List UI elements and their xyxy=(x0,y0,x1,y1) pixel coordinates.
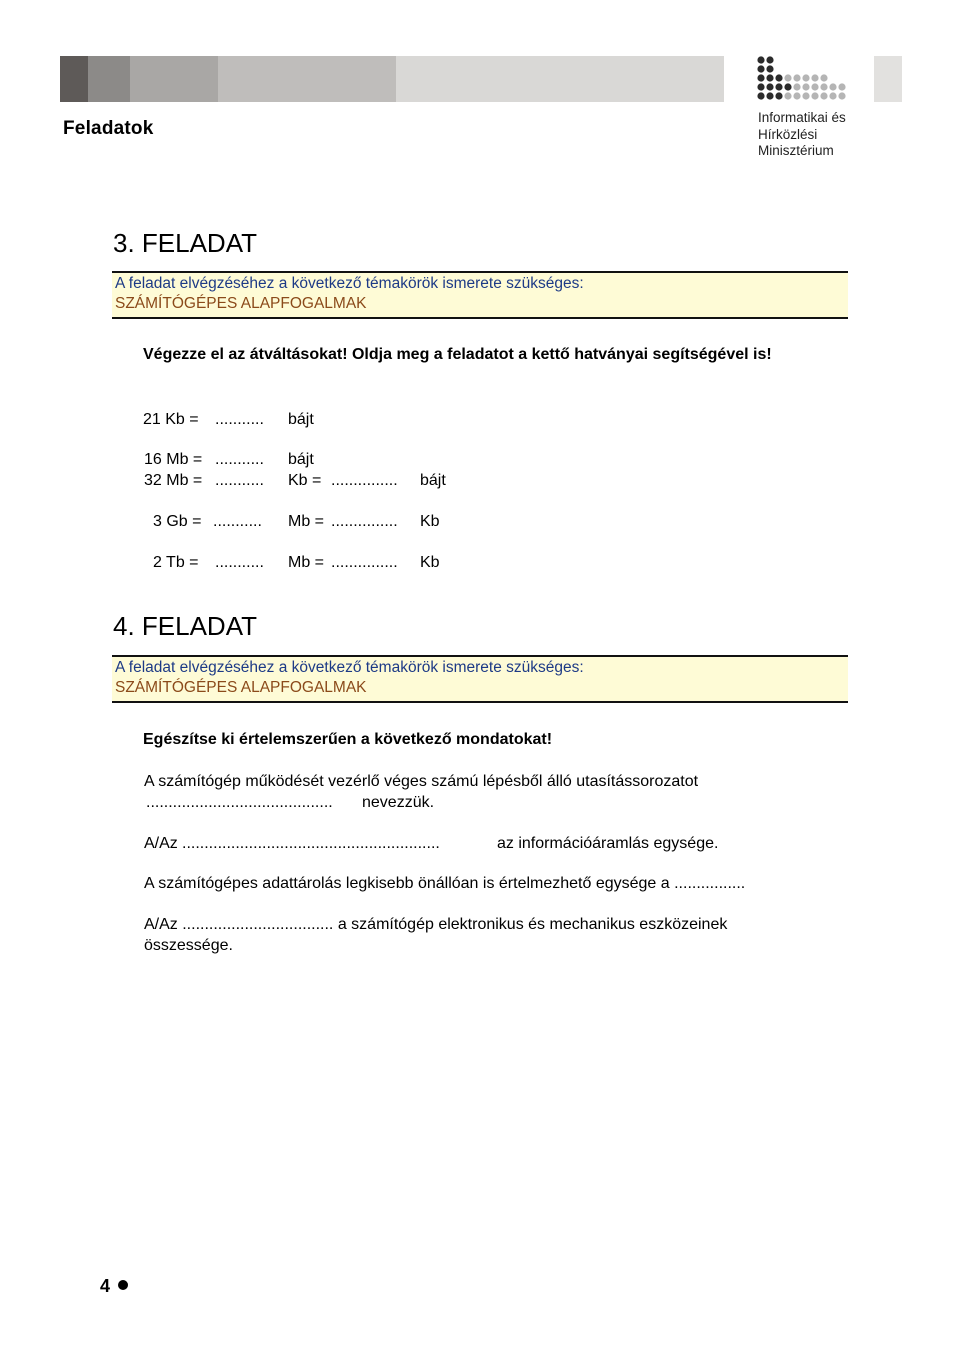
logo-line-1: Informatikai és xyxy=(758,110,846,125)
sentence-3: A számítógépes adattárolás legkisebb önállóan is értelmezhető egysége a ................ xyxy=(144,875,746,892)
sentence-1-end: nevezzük. xyxy=(362,794,435,811)
task3-requirement-text: A feladat elvégzéséhez a következő témakörök ismerete szükséges: xyxy=(115,275,584,292)
sentence-1-blank[interactable]: .......................................... xyxy=(146,794,333,811)
logo-line-2: Hírközlési xyxy=(758,126,818,142)
task4-requirement-box xyxy=(112,655,848,703)
conv-row-4-blank-2[interactable]: ............... xyxy=(331,513,398,530)
logo-line-3: Minisztérium xyxy=(758,143,834,158)
conv-row-3-label: 32 Mb = xyxy=(144,472,203,489)
header-title: Feladatok xyxy=(63,118,154,139)
task3-topic: SZÁMÍTÓGÉPES ALAPFOGALMAK xyxy=(115,295,367,312)
logo-text xyxy=(758,110,846,160)
task4-title: 4. FELADAT xyxy=(113,611,258,641)
header-band-4 xyxy=(218,56,396,102)
header-band-2 xyxy=(88,56,130,102)
conv-row-2-unit: bájt xyxy=(288,451,314,468)
header-band-5 xyxy=(396,56,724,102)
conv-row-2-label: 16 Mb = xyxy=(144,451,203,468)
page-footer xyxy=(100,1276,128,1297)
conv-row-3-unit: bájt xyxy=(420,472,446,489)
conv-row-5-unit: Kb xyxy=(420,554,440,571)
conv-row-4-mid: Mb = xyxy=(288,513,325,530)
page-number: 4 xyxy=(100,1276,111,1296)
conv-row-4-label: 3 Gb = xyxy=(153,513,202,530)
header-band-1 xyxy=(60,56,88,102)
sentence-4-line-2: összessége. xyxy=(144,937,233,954)
sentence-4-line-1: A/Az .................................. a számítógép elektronikus és mechanikus eszközeinek xyxy=(144,916,728,933)
conv-row-5-blank-1[interactable]: ........... xyxy=(215,554,264,571)
task4-instruction: Egészítse ki értelemszerűen a következő mondatokat! xyxy=(143,731,553,748)
task3-requirement-box xyxy=(112,271,848,319)
conv-row-5-label: 2 Tb = xyxy=(153,554,199,571)
conv-row-2-blank[interactable]: ........... xyxy=(215,451,264,468)
header-band-6 xyxy=(874,56,902,102)
conv-row-3-blank-2[interactable]: ............... xyxy=(331,472,398,489)
header-band-3 xyxy=(130,56,218,102)
task3-instruction: Végezze el az átváltásokat! Oldja meg a feladatot a kettő hatványai segítségével is! xyxy=(143,346,772,363)
conv-row-3-blank-1[interactable]: ........... xyxy=(215,472,264,489)
conv-row-1-unit: bájt xyxy=(288,411,314,428)
task4-topic: SZÁMÍTÓGÉPES ALAPFOGALMAK xyxy=(115,679,367,696)
bullet-dot-icon xyxy=(118,1280,128,1290)
conv-row-4-unit: Kb xyxy=(420,513,440,530)
sentence-1-text: A számítógép működését vezérlő véges számú lépésből álló utasítássorozatot xyxy=(144,773,699,790)
ministry-logo-icon xyxy=(756,55,856,105)
sentence-2-end: az információáramlás egysége. xyxy=(497,835,719,852)
conv-row-4-blank-1[interactable]: ........... xyxy=(213,513,262,530)
sentence-2-start: A/Az xyxy=(144,835,178,852)
sentence-2-blank[interactable]: .......................................................... xyxy=(182,835,440,852)
conv-row-1-label: 21 Kb = xyxy=(143,411,199,428)
conv-row-3-mid: Kb = xyxy=(288,472,322,489)
conv-row-1-blank[interactable]: ........... xyxy=(215,411,264,428)
task4-requirement-text: A feladat elvégzéséhez a következő témakörök ismerete szükséges: xyxy=(115,659,584,676)
task3-title: 3. FELADAT xyxy=(113,228,258,258)
conv-row-5-blank-2[interactable]: ............... xyxy=(331,554,398,571)
conv-row-5-mid: Mb = xyxy=(288,554,325,571)
